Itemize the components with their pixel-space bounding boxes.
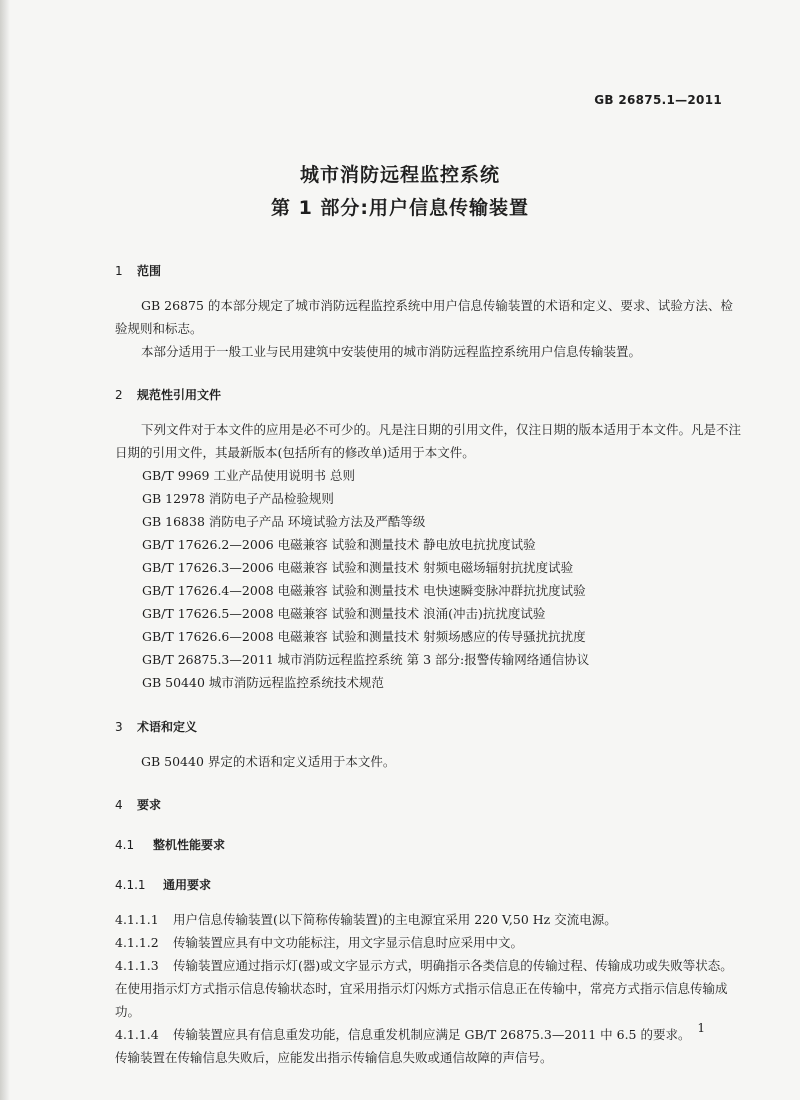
document-title-line1: 城市消防远程监控系统 — [299, 164, 500, 186]
section-1-paragraph-1: GB 26875 的本部分规定了城市消防远程监控系统中用户信息传输装置的术语和定义、要求、试验方法、检验规则和标志。 — [115, 298, 733, 336]
reference-item: GB/T 17626.4—2008 电磁兼容 试验和测量技术 电快速瞬变脉冲群抗扰度试验 — [142, 583, 586, 598]
reference-item: GB 12978 消防电子产品检验规则 — [142, 491, 334, 506]
section-2-intro: 下列文件对于本文件的应用是必不可少的。凡是注日期的引用文件，仅注日期的版本适用于本文件。凡是不注日期的引用文件，其最新版本(包括所有的修改单)适用于本文件。 — [115, 422, 742, 460]
reference-item: GB/T 17626.3—2006 电磁兼容 试验和测量技术 射频电磁场辐射抗扰度试验 — [142, 560, 574, 575]
section-1-paragraph-2: 本部分适用于一般工业与民用建筑中安装使用的城市消防远程监控系统用户信息传输装置。 — [141, 344, 642, 359]
reference-item: GB/T 26875.3—2011 城市消防远程监控系统 第 3 部分:报警传输网络通信协议 — [142, 652, 590, 667]
section-1-heading: 1 范围 — [115, 264, 162, 278]
document-title-line2: 第 1 部分:用户信息传输装置 — [270, 197, 530, 219]
section-3-heading: 3 术语和定义 — [115, 720, 198, 734]
clause-4-1-1-3: 4.1.1.3 传输装置应通过指示灯(器)或文字显示方式，明确指示各类信息的传输过程、传输成功或失败等状态。在使用指示灯方式指示信息传输状态时，宜采用指示灯闪烁方式指示信息正在传输中，常亮方式指示信息传输成功。 — [115, 958, 733, 1019]
section-4-heading: 4 要求 — [115, 798, 162, 812]
reference-item: GB/T 17626.2—2006 电磁兼容 试验和测量技术 静电放电抗扰度试验 — [142, 537, 536, 552]
subsection-4-1-1-heading: 4.1.1 通用要求 — [115, 878, 212, 892]
subsection-4-1-heading: 4.1 整机性能要求 — [115, 838, 226, 852]
section-2-heading: 2 规范性引用文件 — [115, 388, 222, 402]
reference-item: GB 50440 城市消防远程监控系统技术规范 — [142, 675, 384, 690]
reference-item: GB/T 17626.5—2008 电磁兼容 试验和测量技术 浪涌(冲击)抗扰度试验 — [142, 606, 546, 621]
clause-4-1-1-2: 4.1.1.2 传输装置应具有中文功能标注，用文字显示信息时应采用中文。 — [115, 935, 524, 950]
reference-item: GB/T 9969 工业产品使用说明书 总则 — [142, 468, 355, 483]
standard-code: GB 26875.1—2011 — [594, 93, 722, 107]
page-number: 1 — [697, 1021, 705, 1035]
clause-4-1-1-1: 4.1.1.1 用户信息传输装置(以下简称传输装置)的主电源宜采用 220 V,50 Hz 交流电源。 — [115, 912, 617, 927]
reference-item: GB 16838 消防电子产品 环境试验方法及严酷等级 — [142, 514, 426, 529]
section-3-paragraph: GB 50440 界定的术语和定义适用于本文件。 — [141, 754, 396, 769]
reference-item: GB/T 17626.6—2008 电磁兼容 试验和测量技术 射频场感应的传导骚扰抗扰度 — [142, 629, 586, 644]
clause-4-1-1-4: 4.1.1.4 传输装置应具有信息重发功能，信息重发机制应满足 GB/T 26875.3—2011 中 6.5 的要求。传输装置在传输信息失败后，应能发出指示传输信息失败或通信故障的声信号。 — [115, 1027, 691, 1065]
